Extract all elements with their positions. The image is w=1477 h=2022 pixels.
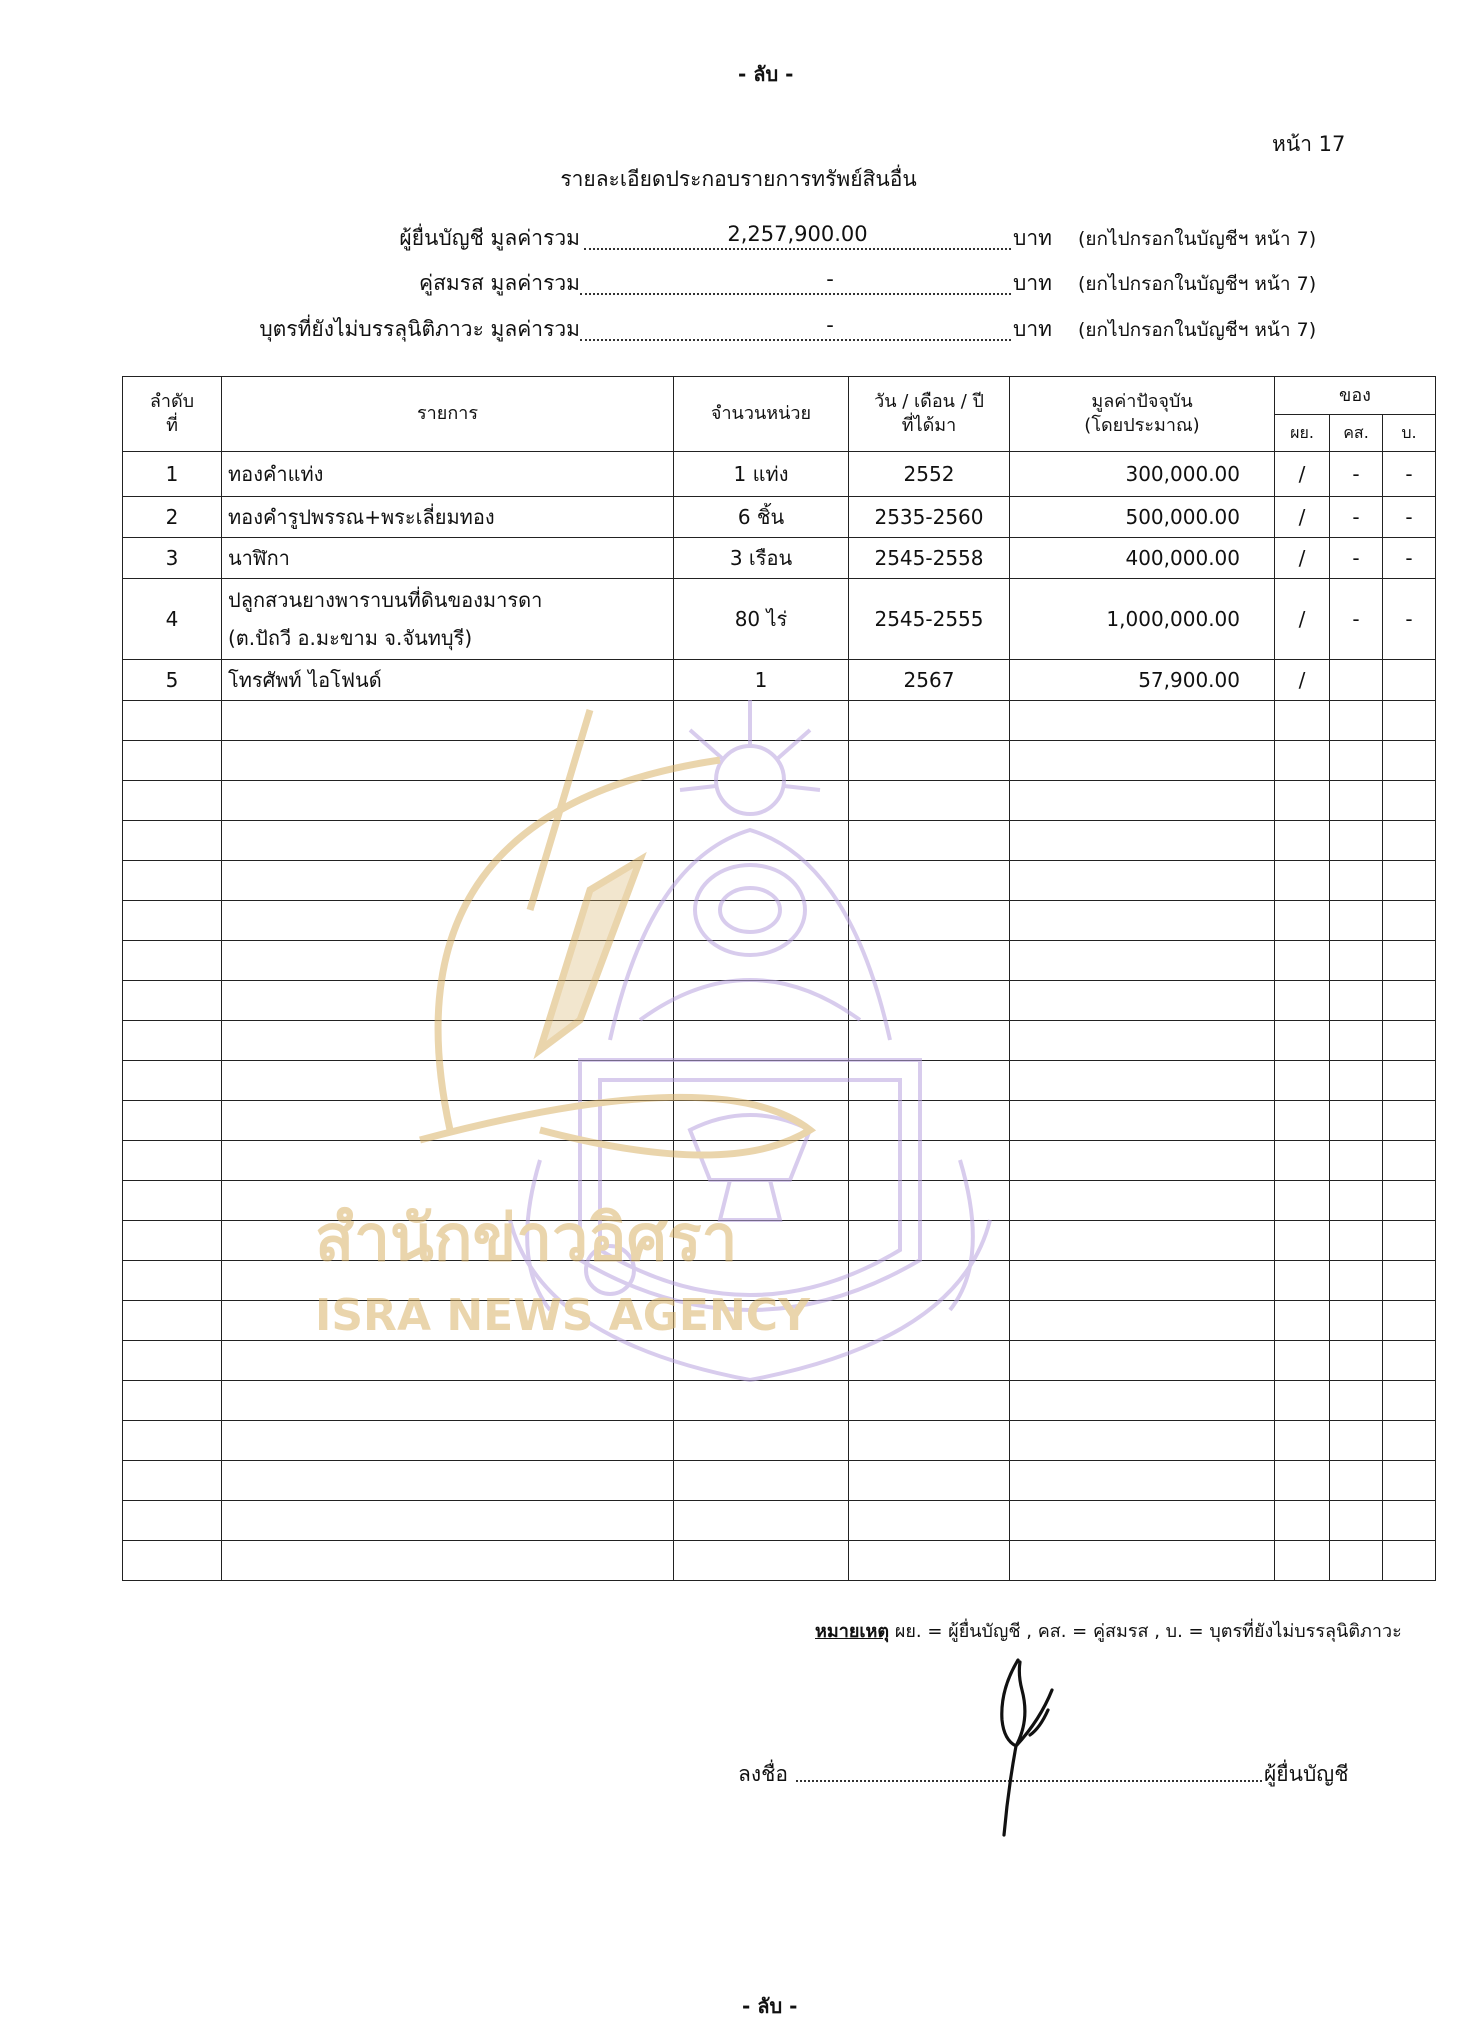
empty-cell	[1330, 901, 1383, 941]
empty-cell	[1383, 941, 1436, 981]
summary-note: (ยกไปกรอกในบัญชีฯ หน้า 7)	[1078, 273, 1317, 295]
empty-cell	[849, 861, 1010, 901]
empty-cell	[123, 1541, 222, 1581]
empty-cell	[123, 701, 222, 741]
empty-cell	[1330, 701, 1383, 741]
cell-owner-child	[1383, 660, 1436, 701]
cell-item: ทองคำแท่ง	[222, 452, 674, 497]
table-row	[123, 452, 1436, 497]
cell-owner-child: -	[1383, 497, 1436, 538]
empty-cell	[222, 901, 674, 941]
empty-cell	[1010, 1101, 1275, 1141]
cell-quantity: 1	[674, 660, 849, 701]
empty-cell	[849, 1341, 1010, 1381]
empty-cell	[1010, 1381, 1275, 1421]
cell-item: ทองคำรูปพรรณ+พระเลี่ยมทอง	[222, 497, 674, 538]
empty-table-row	[123, 1501, 1436, 1541]
empty-cell	[1010, 701, 1275, 741]
table-row	[123, 497, 1436, 538]
empty-cell	[1275, 1141, 1330, 1181]
empty-cell	[1275, 861, 1330, 901]
empty-cell	[1010, 1021, 1275, 1061]
empty-cell	[123, 981, 222, 1021]
empty-cell	[674, 821, 849, 861]
empty-cell	[123, 821, 222, 861]
summary-value: -	[826, 313, 834, 337]
empty-cell	[1383, 1261, 1436, 1301]
empty-table-row	[123, 1461, 1436, 1501]
empty-cell	[1330, 861, 1383, 901]
empty-cell	[123, 1301, 222, 1341]
cell-value: 500,000.00	[1010, 497, 1275, 538]
summary-unit: บาท	[1013, 271, 1052, 295]
empty-cell	[222, 1421, 674, 1461]
empty-cell	[222, 1021, 674, 1061]
empty-table-row	[123, 861, 1436, 901]
empty-table-row	[123, 1421, 1436, 1461]
empty-table-row	[123, 1221, 1436, 1261]
empty-table-row	[123, 1541, 1436, 1581]
empty-cell	[674, 1421, 849, 1461]
empty-cell	[1383, 1541, 1436, 1581]
cell-value: 300,000.00	[1010, 452, 1275, 497]
empty-cell	[222, 701, 674, 741]
empty-cell	[1275, 1221, 1330, 1261]
empty-cell	[1330, 1101, 1383, 1141]
empty-cell	[1383, 821, 1436, 861]
summary-label: ผู้ยื่นบัญชี มูลค่ารวม	[399, 226, 580, 250]
empty-table-row	[123, 1141, 1436, 1181]
empty-cell	[1275, 901, 1330, 941]
empty-cell	[1010, 1061, 1275, 1101]
cell-owner-child: -	[1383, 452, 1436, 497]
empty-cell	[1383, 901, 1436, 941]
empty-cell	[674, 1461, 849, 1501]
cell-item-line2: (ต.ปัถวี อ.มะขาม จ.จันทบุรี)	[228, 626, 473, 650]
empty-cell	[1275, 701, 1330, 741]
empty-table-row	[123, 901, 1436, 941]
empty-cell	[1383, 1181, 1436, 1221]
footnote-text: ผย. = ผู้ยื่นบัญชี , คส. = คู่สมรส , บ. = บุตรที่ยังไม่บรรลุนิติภาวะ	[889, 1621, 1402, 1642]
empty-cell	[849, 941, 1010, 981]
empty-cell	[674, 941, 849, 981]
empty-cell	[1383, 1061, 1436, 1101]
summary-note: (ยกไปกรอกในบัญชีฯ หน้า 7)	[1078, 319, 1317, 341]
empty-cell	[1275, 821, 1330, 861]
empty-cell	[1275, 1381, 1330, 1421]
empty-cell	[1383, 1461, 1436, 1501]
empty-cell	[123, 781, 222, 821]
empty-cell	[674, 1341, 849, 1381]
cell-owner-filer: /	[1275, 452, 1330, 497]
empty-cell	[1010, 981, 1275, 1021]
empty-cell	[849, 701, 1010, 741]
empty-cell	[1330, 1421, 1383, 1461]
empty-cell	[222, 941, 674, 981]
empty-cell	[1383, 701, 1436, 741]
cell-item: นาฬิกา	[222, 538, 674, 579]
empty-cell	[1010, 901, 1275, 941]
empty-cell	[1330, 1221, 1383, 1261]
cell-quantity: 3 เรือน	[674, 538, 849, 579]
empty-cell	[1275, 781, 1330, 821]
empty-cell	[1010, 1261, 1275, 1301]
empty-cell	[222, 981, 674, 1021]
empty-cell	[1330, 1501, 1383, 1541]
header-owner-filer: ผย.	[1275, 415, 1330, 452]
empty-cell	[1275, 1101, 1330, 1141]
empty-cell	[1010, 1221, 1275, 1261]
empty-cell	[123, 1421, 222, 1461]
empty-cell	[849, 821, 1010, 861]
empty-cell	[849, 1301, 1010, 1341]
empty-cell	[222, 1381, 674, 1421]
page-number: หน้า 17	[1272, 132, 1346, 156]
cell-value: 57,900.00	[1010, 660, 1275, 701]
handwritten-signature	[960, 1650, 1070, 1840]
empty-cell	[1330, 941, 1383, 981]
table-row	[123, 538, 1436, 579]
empty-cell	[1330, 1381, 1383, 1421]
empty-cell	[1330, 1341, 1383, 1381]
empty-cell	[1010, 1341, 1275, 1381]
watermark-thai-text: สำนักข่าวอิศรา	[315, 1202, 738, 1276]
cell-owner-spouse: -	[1330, 452, 1383, 497]
cell-owner-filer: /	[1275, 579, 1330, 660]
summary-unit: บาท	[1013, 317, 1052, 341]
empty-cell	[1330, 1181, 1383, 1221]
empty-cell	[674, 901, 849, 941]
empty-cell	[1330, 981, 1383, 1021]
empty-cell	[849, 981, 1010, 1021]
empty-cell	[849, 1541, 1010, 1581]
cell-owner-spouse	[1330, 660, 1383, 701]
cell-seq: 3	[123, 538, 222, 579]
empty-cell	[674, 1501, 849, 1541]
cell-value: 400,000.00	[1010, 538, 1275, 579]
empty-cell	[674, 981, 849, 1021]
empty-cell	[1383, 741, 1436, 781]
cell-owner-spouse: -	[1330, 538, 1383, 579]
classification-footer: - ลับ -	[742, 1994, 798, 2018]
empty-cell	[222, 1061, 674, 1101]
empty-cell	[849, 1101, 1010, 1141]
empty-cell	[123, 1061, 222, 1101]
empty-cell	[674, 1301, 849, 1341]
empty-cell	[222, 821, 674, 861]
empty-cell	[1383, 1221, 1436, 1261]
cell-owner-filer: /	[1275, 497, 1330, 538]
summary-label: คู่สมรส มูลค่ารวม	[419, 271, 580, 295]
empty-cell	[1275, 941, 1330, 981]
empty-cell	[1383, 981, 1436, 1021]
empty-cell	[674, 1101, 849, 1141]
empty-cell	[1275, 1021, 1330, 1061]
empty-table-row	[123, 1301, 1436, 1341]
empty-table-row	[123, 941, 1436, 981]
empty-cell	[123, 1341, 222, 1381]
empty-cell	[849, 1141, 1010, 1181]
empty-table-row	[123, 1261, 1436, 1301]
empty-cell	[674, 1141, 849, 1181]
header-owner-child: บ.	[1383, 415, 1436, 452]
empty-cell	[849, 901, 1010, 941]
empty-cell	[222, 1141, 674, 1181]
empty-cell	[222, 1181, 674, 1221]
empty-cell	[849, 1021, 1010, 1061]
page-title: รายละเอียดประกอบรายการทรัพย์สินอื่น	[560, 167, 917, 191]
empty-cell	[123, 1221, 222, 1261]
empty-cell	[1383, 1301, 1436, 1341]
empty-cell	[1275, 1421, 1330, 1461]
cell-date: 2545-2555	[849, 579, 1010, 660]
footnote-label: หมายเหตุ	[815, 1621, 890, 1642]
empty-cell	[1275, 1341, 1330, 1381]
empty-cell	[222, 781, 674, 821]
cell-owner-child: -	[1383, 579, 1436, 660]
empty-table-row	[123, 781, 1436, 821]
empty-table-row	[123, 981, 1436, 1021]
cell-owner-spouse: -	[1330, 497, 1383, 538]
empty-cell	[123, 861, 222, 901]
empty-cell	[849, 1461, 1010, 1501]
empty-table-row	[123, 1381, 1436, 1421]
header-quantity: จำนวนหน่วย	[674, 377, 849, 452]
empty-cell	[1383, 781, 1436, 821]
empty-cell	[1275, 741, 1330, 781]
empty-cell	[1383, 1381, 1436, 1421]
empty-cell	[1330, 1261, 1383, 1301]
cell-owner-child: -	[1383, 538, 1436, 579]
cell-date: 2545-2558	[849, 538, 1010, 579]
header-item: รายการ	[222, 377, 674, 452]
empty-cell	[1330, 741, 1383, 781]
empty-cell	[849, 1381, 1010, 1421]
empty-cell	[1010, 1421, 1275, 1461]
empty-cell	[1330, 1301, 1383, 1341]
cell-quantity: 1 แท่ง	[674, 452, 849, 497]
empty-cell	[849, 1261, 1010, 1301]
empty-cell	[1275, 981, 1330, 1021]
empty-cell	[674, 1061, 849, 1101]
empty-cell	[1010, 741, 1275, 781]
cell-owner-spouse: -	[1330, 579, 1383, 660]
empty-table-row	[123, 1181, 1436, 1221]
signature-suffix: ผู้ยื่นบัญชี	[1264, 1762, 1349, 1786]
empty-cell	[222, 1261, 674, 1301]
summary-row-filer	[0, 222, 1477, 256]
cell-seq: 4	[123, 579, 222, 660]
summary-value: 2,257,900.00	[727, 222, 868, 246]
empty-cell	[222, 1101, 674, 1141]
cell-value: 1,000,000.00	[1010, 579, 1275, 660]
empty-cell	[849, 741, 1010, 781]
signature-prefix: ลงชื่อ	[738, 1762, 788, 1786]
empty-cell	[123, 901, 222, 941]
empty-cell	[1383, 1101, 1436, 1141]
empty-cell	[222, 1501, 674, 1541]
empty-cell	[123, 1501, 222, 1541]
empty-cell	[1275, 1061, 1330, 1101]
summary-unit: บาท	[1013, 226, 1052, 250]
empty-cell	[222, 1301, 674, 1341]
empty-cell	[849, 1501, 1010, 1541]
header-date: วัน / เดือน / ปี ที่ได้มา	[849, 377, 1010, 452]
empty-cell	[222, 1541, 674, 1581]
empty-cell	[1275, 1181, 1330, 1221]
empty-cell	[849, 1221, 1010, 1261]
empty-cell	[1010, 821, 1275, 861]
empty-cell	[222, 741, 674, 781]
cell-item-line1: ปลูกสวนยางพาราบนที่ดินของมารดา	[228, 588, 543, 612]
footnote	[815, 1616, 1402, 1645]
empty-cell	[674, 781, 849, 821]
summary-label: บุตรที่ยังไม่บรรลุนิติภาวะ มูลค่ารวม	[259, 317, 580, 341]
empty-cell	[1330, 1141, 1383, 1181]
empty-table-row	[123, 821, 1436, 861]
empty-cell	[674, 741, 849, 781]
empty-cell	[849, 781, 1010, 821]
empty-cell	[1330, 1021, 1383, 1061]
empty-cell	[1383, 1501, 1436, 1541]
summary-value: -	[826, 267, 834, 291]
empty-cell	[1383, 861, 1436, 901]
empty-cell	[674, 1021, 849, 1061]
empty-cell	[123, 1381, 222, 1421]
empty-cell	[1010, 1141, 1275, 1181]
header-owner: ของ	[1275, 377, 1436, 415]
empty-cell	[222, 861, 674, 901]
empty-table-row	[123, 1101, 1436, 1141]
empty-cell	[849, 1181, 1010, 1221]
empty-cell	[674, 1261, 849, 1301]
empty-cell	[1330, 1061, 1383, 1101]
cell-quantity: 80 ไร่	[674, 579, 849, 660]
empty-cell	[222, 1341, 674, 1381]
empty-cell	[1010, 941, 1275, 981]
summary-row-spouse	[0, 267, 1477, 301]
empty-cell	[674, 701, 849, 741]
empty-cell	[1010, 1461, 1275, 1501]
empty-cell	[123, 1181, 222, 1221]
empty-cell	[1330, 1541, 1383, 1581]
summary-row-child	[0, 313, 1477, 347]
cell-seq: 1	[123, 452, 222, 497]
empty-table-row	[123, 701, 1436, 741]
table-row	[123, 660, 1436, 701]
watermark-english-text: ISRA NEWS AGENCY	[315, 1290, 810, 1341]
empty-cell	[849, 1421, 1010, 1461]
empty-table-row	[123, 1341, 1436, 1381]
cell-quantity: 6 ชิ้น	[674, 497, 849, 538]
empty-cell	[1010, 781, 1275, 821]
empty-table-row	[123, 1061, 1436, 1101]
empty-cell	[1275, 1541, 1330, 1581]
empty-cell	[1383, 1021, 1436, 1061]
cell-item: โทรศัพท์ ไอโฟนด์	[222, 660, 674, 701]
empty-cell	[1010, 1301, 1275, 1341]
cell-date: 2535-2560	[849, 497, 1010, 538]
summary-note: (ยกไปกรอกในบัญชีฯ หน้า 7)	[1078, 228, 1317, 250]
empty-cell	[1275, 1301, 1330, 1341]
empty-cell	[222, 1221, 674, 1261]
empty-cell	[674, 1381, 849, 1421]
header-seq: ลำดับ ที่	[123, 377, 222, 452]
empty-cell	[1275, 1501, 1330, 1541]
empty-cell	[1330, 821, 1383, 861]
empty-cell	[674, 1221, 849, 1261]
header-value: มูลค่าปัจจุบัน (โดยประมาณ)	[1010, 377, 1275, 452]
empty-cell	[674, 1541, 849, 1581]
empty-cell	[1383, 1141, 1436, 1181]
empty-table-row	[123, 1021, 1436, 1061]
cell-item	[222, 579, 674, 660]
empty-cell	[1010, 861, 1275, 901]
empty-cell	[1330, 1461, 1383, 1501]
empty-cell	[1275, 1261, 1330, 1301]
empty-table-row	[123, 741, 1436, 781]
empty-cell	[1383, 1421, 1436, 1461]
cell-seq: 2	[123, 497, 222, 538]
empty-cell	[123, 1141, 222, 1181]
empty-cell	[123, 1261, 222, 1301]
empty-cell	[1010, 1541, 1275, 1581]
empty-cell	[674, 1181, 849, 1221]
cell-date: 2552	[849, 452, 1010, 497]
table-row	[123, 579, 1436, 660]
empty-cell	[123, 1461, 222, 1501]
empty-cell	[1010, 1181, 1275, 1221]
cell-owner-filer: /	[1275, 660, 1330, 701]
empty-cell	[123, 741, 222, 781]
empty-cell	[1383, 1341, 1436, 1381]
empty-cell	[849, 1061, 1010, 1101]
cell-seq: 5	[123, 660, 222, 701]
empty-cell	[1330, 781, 1383, 821]
assets-table	[122, 376, 1436, 1581]
empty-cell	[674, 861, 849, 901]
empty-cell	[123, 941, 222, 981]
cell-owner-filer: /	[1275, 538, 1330, 579]
empty-cell	[1275, 1461, 1330, 1501]
empty-cell	[1010, 1501, 1275, 1541]
empty-cell	[222, 1461, 674, 1501]
classification-header: - ลับ -	[738, 62, 794, 86]
empty-cell	[123, 1101, 222, 1141]
cell-date: 2567	[849, 660, 1010, 701]
empty-cell	[123, 1021, 222, 1061]
header-owner-spouse: คส.	[1330, 415, 1383, 452]
